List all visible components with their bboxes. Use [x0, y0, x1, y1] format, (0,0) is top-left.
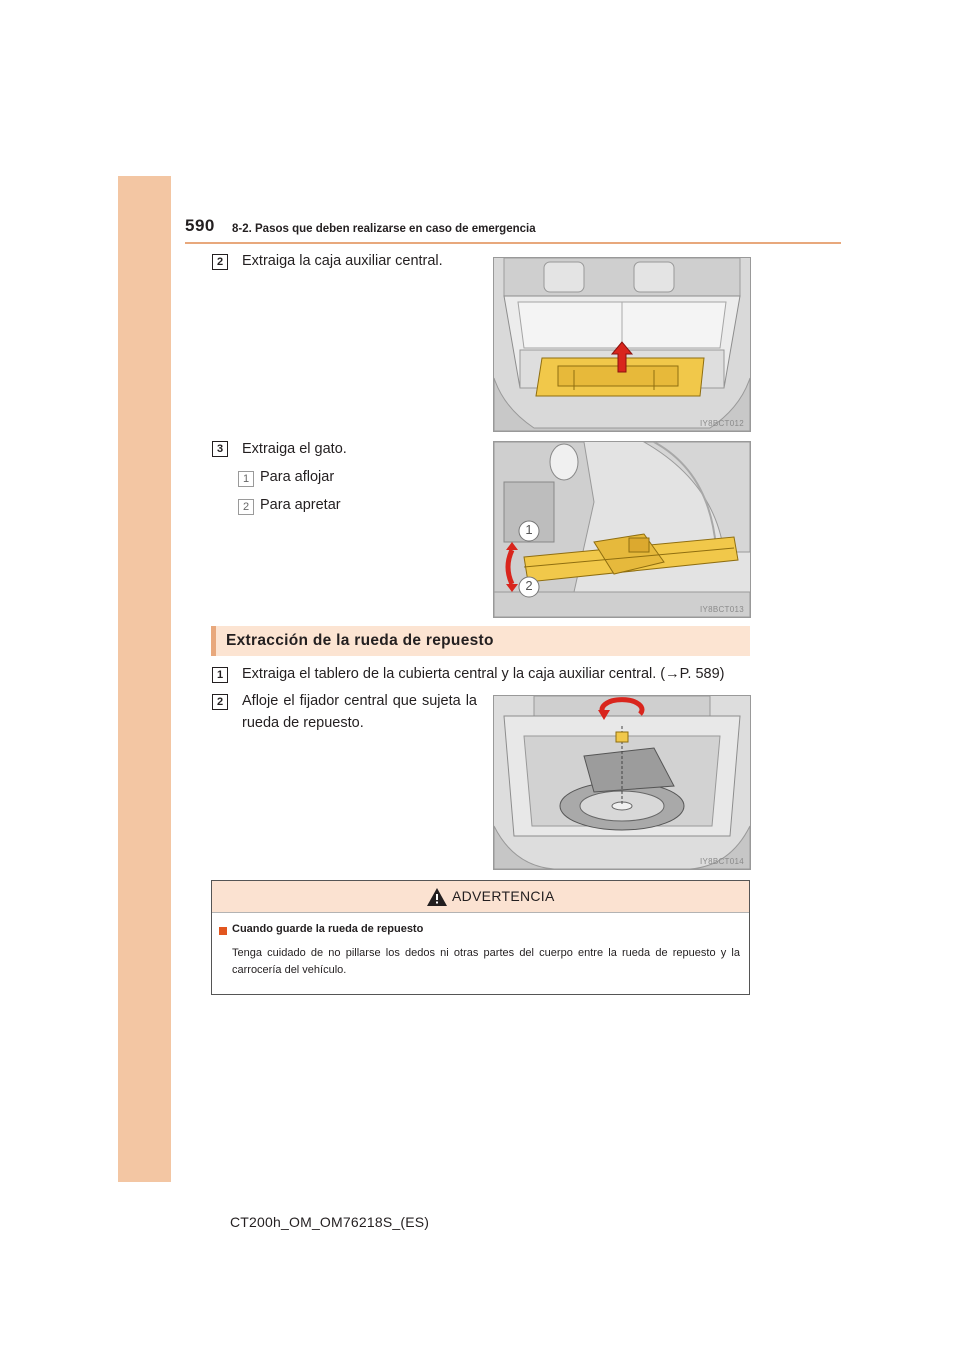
figure-code: IY8BCT012: [699, 419, 744, 428]
step-number-box: 2: [212, 694, 228, 710]
callout-label-1: 1: [525, 522, 533, 537]
spare-tire-illustration: [494, 696, 750, 869]
figure-luggage-aux-box: [493, 257, 751, 432]
page-number: 590: [185, 216, 215, 235]
step-text: Afloje el fijador central que sujeta la rueda de repuesto.: [242, 693, 477, 731]
step-number-box: 3: [212, 441, 228, 457]
subsection-header: [211, 626, 750, 656]
chapter-sidebar-tab: [118, 176, 171, 1182]
figure-code: IY8BCT013: [699, 605, 744, 614]
warning-triangle-icon: [427, 888, 447, 906]
step-text: Extraiga el gato.: [242, 441, 347, 457]
figure-spare-tire-fastener: [493, 695, 751, 870]
callout-number-2: 2: [238, 499, 254, 515]
step-text: Extraiga la caja auxiliar central.: [242, 253, 443, 269]
figure-jack-removal: [493, 441, 751, 618]
figure-code: IY8BCT014: [699, 857, 744, 866]
warning-header: [212, 881, 749, 913]
callout-label-2: 2: [525, 578, 533, 593]
callout-text-tighten: Para apretar: [260, 497, 341, 513]
step-text: Extraiga el tablero de la cubierta central y la caja auxiliar central. (→P. 589): [242, 666, 725, 682]
warning-subtitle: Cuando guarde la rueda de repuesto: [232, 923, 424, 935]
callout-text-loosen: Para aflojar: [260, 469, 335, 485]
footer-manual-code: CT200h_OM_OM76218S_(ES): [230, 1214, 430, 1230]
bullet-square-icon: [219, 927, 227, 935]
header-rule: [185, 242, 841, 244]
luggage-compartment-illustration: [494, 258, 750, 431]
warning-box: [211, 880, 750, 995]
warning-title: ADVERTENCIA: [452, 888, 555, 904]
step-number-box: 1: [212, 667, 228, 683]
warning-body: Tenga cuidado de no pillarse los dedos ni otras partes del cuerpo entre la rueda de repuesto y la carrocería del vehículo.: [232, 947, 740, 976]
step-number-box: 2: [212, 254, 228, 270]
section-title: 8-2. Pasos que deben realizarse en caso de emergencia: [232, 223, 536, 235]
subsection-title: Extracción de la rueda de repuesto: [226, 632, 494, 649]
callout-number-1: 1: [238, 471, 254, 487]
